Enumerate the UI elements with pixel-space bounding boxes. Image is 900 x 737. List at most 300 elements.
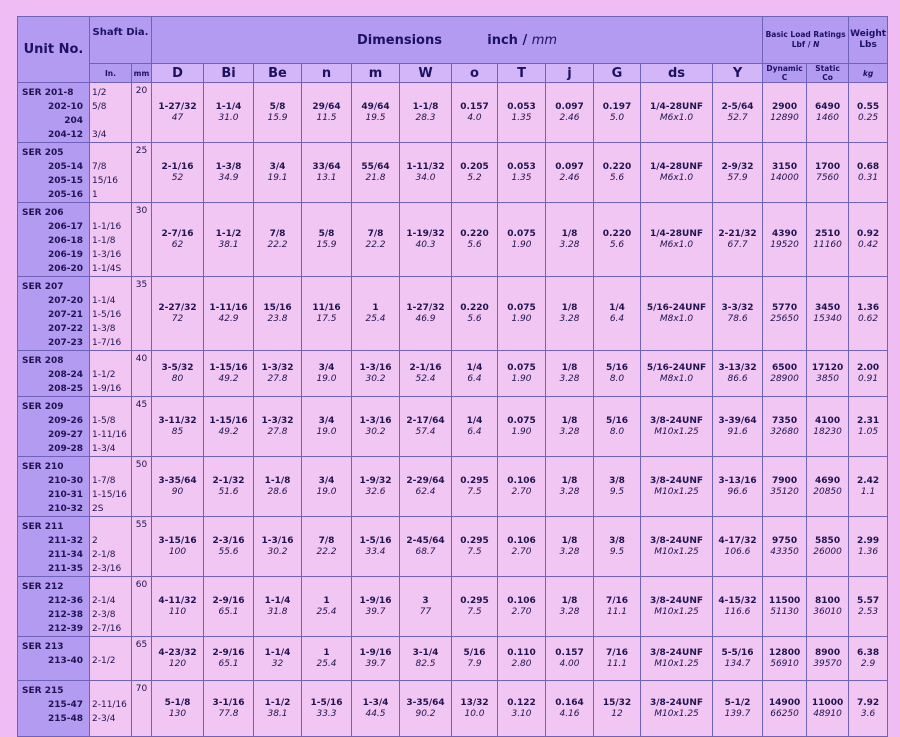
value-cell xyxy=(452,203,498,277)
value-cell xyxy=(713,277,763,351)
metric-value: 9.5 xyxy=(609,486,625,497)
table-row xyxy=(18,143,888,203)
value-cell xyxy=(807,203,849,277)
unit-no-header: Unit No. xyxy=(18,17,90,83)
inch-value: 1-19/32 xyxy=(406,228,445,239)
value-cell xyxy=(400,83,452,143)
value-cell xyxy=(594,397,641,457)
inch-value: 1-3/4 xyxy=(362,697,389,708)
value-cell xyxy=(204,457,254,517)
inch-value: 1-3/32 xyxy=(261,415,294,426)
inch-value: 2-45/64 xyxy=(406,535,445,546)
metric-value: 34.9 xyxy=(218,172,239,183)
value-cell xyxy=(594,681,641,737)
inch-value: 0.097 xyxy=(555,161,584,172)
metric-value: 1.05 xyxy=(858,426,879,437)
shaft-in-cell xyxy=(90,277,132,351)
metric-value: 25650 xyxy=(770,313,799,324)
shaft-in-value: 2-11/16 xyxy=(92,700,127,710)
inch-value: 3/4 xyxy=(318,362,335,373)
metric-value: 85 xyxy=(171,426,184,437)
inch-value: 4390 xyxy=(772,228,798,239)
value-cell xyxy=(204,397,254,457)
inch-value: 2-1/16 xyxy=(409,362,442,373)
value-cell xyxy=(546,277,594,351)
unit-no-cell xyxy=(18,577,90,637)
unit-number: 211-34 xyxy=(47,550,83,560)
col-header-g: G xyxy=(594,64,641,83)
metric-value: 100 xyxy=(168,546,187,557)
inch-value: 3-11/32 xyxy=(158,415,197,426)
value-cell xyxy=(546,351,594,397)
value-cell xyxy=(452,143,498,203)
unit-number: 213-40 xyxy=(47,656,83,666)
inch-value: 2-9/16 xyxy=(212,595,245,606)
metric-value: 7.5 xyxy=(467,486,482,497)
inch-value: 1/4 xyxy=(466,415,483,426)
inch-value: 1/8 xyxy=(561,595,578,606)
inch-value: 1/4-28UNF xyxy=(649,101,704,112)
metric-value: 3.28 xyxy=(559,373,580,384)
dynamic-header: Dynamic C xyxy=(763,64,807,83)
inch-value: 14900 xyxy=(768,697,801,708)
inch-value: 1-1/8 xyxy=(264,475,291,486)
unit-number: 212-38 xyxy=(47,610,83,620)
value-cell xyxy=(302,203,352,277)
inch-value: 1/8 xyxy=(561,415,578,426)
value-cell xyxy=(641,203,713,277)
metric-value: 134.7 xyxy=(724,658,751,669)
shaft-in-value xyxy=(92,520,131,534)
unit-number: 206-18 xyxy=(47,236,83,246)
metric-value: 8.0 xyxy=(609,373,625,384)
value-cell xyxy=(849,397,888,457)
bearing-dimensions-table xyxy=(17,16,888,737)
unit-number: 209-26 xyxy=(47,416,83,426)
metric-value: 19.5 xyxy=(365,112,386,123)
metric-value: 11.5 xyxy=(316,112,337,123)
value-cell xyxy=(641,351,713,397)
metric-value: 1.90 xyxy=(511,239,532,250)
value-cell xyxy=(302,517,352,577)
inch-value: 0.075 xyxy=(507,362,536,373)
blr-units-n: N xyxy=(813,40,820,49)
blr-title: Basic Load Ratings xyxy=(765,30,846,39)
value-cell xyxy=(204,83,254,143)
unit-number: 208-24 xyxy=(47,370,83,380)
inch-value: 4100 xyxy=(815,415,841,426)
inch-value: 5850 xyxy=(815,535,841,546)
metric-value: 1.35 xyxy=(511,112,532,123)
value-cell xyxy=(713,517,763,577)
metric-value: 51130 xyxy=(770,606,799,617)
dimension-table-container xyxy=(17,16,887,737)
value-cell xyxy=(849,351,888,397)
inch-value: 7/8 xyxy=(318,535,335,546)
metric-value: 19.0 xyxy=(316,373,337,384)
inch-value: 5-1/8 xyxy=(164,697,191,708)
inch-value: 3-35/64 xyxy=(406,697,445,708)
value-cell xyxy=(204,681,254,737)
metric-value: 23.8 xyxy=(267,313,288,324)
inch-value: 0.295 xyxy=(460,595,489,606)
inch-value: 0.220 xyxy=(602,228,632,239)
value-cell xyxy=(713,577,763,637)
metric-value: 28900 xyxy=(770,373,799,384)
metric-value: 38.1 xyxy=(218,239,239,250)
metric-value: 57.4 xyxy=(415,426,436,437)
metric-value: 139.7 xyxy=(724,708,751,719)
metric-value: 13.1 xyxy=(316,172,337,183)
value-cell xyxy=(204,577,254,637)
value-cell xyxy=(807,637,849,681)
shaft-in-value xyxy=(92,684,131,698)
shaft-in-value xyxy=(92,640,131,654)
inch-value: 1-1/2 xyxy=(264,697,291,708)
metric-value: 62 xyxy=(171,239,184,250)
value-cell xyxy=(254,517,302,577)
value-cell xyxy=(546,681,594,737)
value-cell xyxy=(498,397,546,457)
value-cell xyxy=(641,577,713,637)
inch-value: 2-3/16 xyxy=(212,535,245,546)
shaft-in-value: 2 xyxy=(92,536,98,546)
inch-value: 6500 xyxy=(772,362,798,373)
unit-no-cell xyxy=(18,351,90,397)
col-header-be: Be xyxy=(254,64,302,83)
value-cell xyxy=(452,397,498,457)
metric-value: 52.4 xyxy=(415,373,436,384)
inch-value: 0.097 xyxy=(555,101,584,112)
metric-value: M10x1.25 xyxy=(654,708,699,719)
value-cell xyxy=(302,637,352,681)
inch-value: 1/4-28UNF xyxy=(649,228,704,239)
inch-value: 0.053 xyxy=(507,161,536,172)
value-cell xyxy=(254,277,302,351)
value-cell xyxy=(849,83,888,143)
inch-value: 2-5/64 xyxy=(721,101,754,112)
metric-value: 0.42 xyxy=(858,239,879,250)
metric-value: 17.5 xyxy=(316,313,337,324)
shaft-in-value: 1-15/16 xyxy=(92,490,127,500)
metric-value: 32 xyxy=(271,658,284,669)
value-cell xyxy=(641,457,713,517)
inch-value: 1/8 xyxy=(561,535,578,546)
inch-value: 3/8-24UNF xyxy=(649,535,704,546)
inch-value: 1-1/4 xyxy=(264,595,291,606)
metric-value: 106.6 xyxy=(724,546,751,557)
col-header-j: j xyxy=(546,64,594,83)
shaft-in-value: 3/4 xyxy=(92,130,107,140)
inch-value: 5/16 xyxy=(605,415,629,426)
inch-value: 3/8-24UNF xyxy=(649,475,704,486)
inch-value: 0.106 xyxy=(507,475,536,486)
metric-value: 2.46 xyxy=(559,172,580,183)
shaft-in-cell xyxy=(90,203,132,277)
inch-value: 4690 xyxy=(815,475,841,486)
value-cell xyxy=(302,277,352,351)
inch-value: 0.92 xyxy=(856,228,880,239)
metric-value: M10x1.25 xyxy=(654,486,699,497)
value-cell xyxy=(204,277,254,351)
inch-value: 1-5/16 xyxy=(359,535,392,546)
shaft-in-value: 2S xyxy=(92,504,104,514)
metric-value: 65.1 xyxy=(218,606,239,617)
shaft-in-cell xyxy=(90,457,132,517)
unit-no-cell xyxy=(18,637,90,681)
inch-value: 3/4 xyxy=(318,415,335,426)
metric-value: 6.4 xyxy=(609,313,625,324)
metric-value: 15.9 xyxy=(267,112,288,123)
value-cell xyxy=(302,83,352,143)
value-cell xyxy=(849,457,888,517)
inch-value: 12800 xyxy=(768,647,801,658)
col-header-n: n xyxy=(302,64,352,83)
inch-value: 3 xyxy=(422,595,429,606)
unit-number: 206-17 xyxy=(47,222,83,232)
unit-number: SER 207 xyxy=(22,282,64,292)
dimensions-header xyxy=(152,17,763,64)
col-header-m: m xyxy=(352,64,400,83)
metric-value: 80 xyxy=(171,373,184,384)
value-cell xyxy=(254,143,302,203)
metric-value: 4.0 xyxy=(467,112,482,123)
shaft-in-value: 1-5/16 xyxy=(92,310,122,320)
value-cell xyxy=(204,203,254,277)
metric-value: 55.6 xyxy=(218,546,239,557)
col-header-bi: Bi xyxy=(204,64,254,83)
value-cell xyxy=(713,143,763,203)
inch-value: 4-11/32 xyxy=(158,595,197,606)
inch-value: 1-9/32 xyxy=(359,475,392,486)
metric-value: 3.10 xyxy=(511,708,532,719)
unit-number: 207-21 xyxy=(47,310,83,320)
metric-value: M10x1.25 xyxy=(654,606,699,617)
shaft-in-value: 1-1/8 xyxy=(92,236,116,246)
unit-number: 215-47 xyxy=(47,700,83,710)
value-cell xyxy=(204,517,254,577)
metric-value: 9.5 xyxy=(609,546,625,557)
metric-value: 49.2 xyxy=(218,373,239,384)
value-cell xyxy=(400,203,452,277)
col-header-o: o xyxy=(452,64,498,83)
shaft-in-header: In. xyxy=(90,64,132,83)
value-cell xyxy=(152,577,204,637)
value-cell xyxy=(452,457,498,517)
metric-value: 30.2 xyxy=(365,373,386,384)
dimensions-title: Dimensions xyxy=(357,32,442,48)
metric-value: 1.35 xyxy=(511,172,532,183)
value-cell xyxy=(807,517,849,577)
inch-value: 2510 xyxy=(815,228,841,239)
metric-value: 3.28 xyxy=(559,486,580,497)
metric-value: 22.2 xyxy=(365,239,386,250)
metric-value: 31.0 xyxy=(218,112,239,123)
value-cell xyxy=(452,351,498,397)
value-cell xyxy=(713,83,763,143)
value-cell xyxy=(807,277,849,351)
value-cell xyxy=(152,397,204,457)
value-cell xyxy=(498,457,546,517)
unit-no-cell xyxy=(18,457,90,517)
inch-value: 1/4 xyxy=(609,302,625,313)
metric-value: 130 xyxy=(168,708,187,719)
value-cell xyxy=(807,351,849,397)
value-cell xyxy=(546,457,594,517)
shaft-in-value: 15/16 xyxy=(92,176,118,186)
unit-number: 208-25 xyxy=(47,384,83,394)
value-cell xyxy=(763,277,807,351)
inch-value: 0.122 xyxy=(507,697,536,708)
metric-value: 1460 xyxy=(816,112,840,123)
unit-number: 207-23 xyxy=(47,338,83,348)
shaft-mm-cell: 25 xyxy=(132,143,152,203)
metric-value: 78.6 xyxy=(727,313,748,324)
value-cell xyxy=(849,277,888,351)
value-cell xyxy=(546,637,594,681)
metric-value: 28.6 xyxy=(267,486,288,497)
inch-value: 1-27/32 xyxy=(158,101,197,112)
inch-value: 8100 xyxy=(815,595,841,606)
inch-value: 0.164 xyxy=(555,697,584,708)
metric-value: 77 xyxy=(419,606,432,617)
inch-value: 0.110 xyxy=(507,647,536,658)
inch-value: 0.295 xyxy=(460,475,489,486)
value-cell xyxy=(254,351,302,397)
inch-value: 15/32 xyxy=(602,697,632,708)
inch-value: 0.053 xyxy=(507,101,536,112)
value-cell xyxy=(498,351,546,397)
metric-value: M10x1.25 xyxy=(654,658,699,669)
metric-value: 39570 xyxy=(813,658,842,669)
inch-value: 0.157 xyxy=(555,647,584,658)
unit-number: SER 211 xyxy=(22,522,64,532)
metric-value: 5.6 xyxy=(467,313,482,324)
inch-value: 0.220 xyxy=(602,161,632,172)
shaft-mm-cell: 20 xyxy=(132,83,152,143)
metric-value: 32.6 xyxy=(365,486,386,497)
inch-value: 55/64 xyxy=(361,161,390,172)
value-cell xyxy=(352,397,400,457)
value-cell xyxy=(302,143,352,203)
value-cell xyxy=(594,203,641,277)
inch-value: 2-27/32 xyxy=(158,302,197,313)
inch-value: 11/16 xyxy=(312,302,341,313)
metric-value: 66250 xyxy=(770,708,799,719)
metric-value: 30.2 xyxy=(267,546,288,557)
inch-value: 3-13/32 xyxy=(718,362,757,373)
unit-no-cell xyxy=(18,277,90,351)
inch-value: 17120 xyxy=(811,362,844,373)
metric-value: 26000 xyxy=(813,546,842,557)
metric-value: 2.53 xyxy=(858,606,879,617)
inch-value: 0.075 xyxy=(507,302,536,313)
inch-value: 5/16-24UNF xyxy=(646,302,707,313)
inch-value: 3-1/4 xyxy=(412,647,439,658)
value-cell xyxy=(594,143,641,203)
inch-value: 7.92 xyxy=(856,697,880,708)
metric-value: 25.4 xyxy=(316,606,337,617)
value-cell xyxy=(152,83,204,143)
unit-number: SER 208 xyxy=(22,356,64,366)
unit-no-cell xyxy=(18,83,90,143)
shaft-in-value: 1-1/2 xyxy=(92,370,116,380)
inch-value: 13/32 xyxy=(460,697,489,708)
shaft-in-value: 2-1/8 xyxy=(92,550,116,560)
metric-value: 77.8 xyxy=(218,708,239,719)
value-cell xyxy=(302,397,352,457)
unit-number: 211-35 xyxy=(47,564,83,574)
metric-value: 11.1 xyxy=(606,606,628,617)
shaft-mm-cell: 35 xyxy=(132,277,152,351)
metric-value: 52.7 xyxy=(727,112,748,123)
value-cell xyxy=(594,637,641,681)
shaft-in-value: 2-3/16 xyxy=(92,564,122,574)
unit-number: SER 215 xyxy=(22,686,64,696)
unit-number: 202-10 xyxy=(47,102,83,112)
inch-value: 3-13/16 xyxy=(718,475,757,486)
value-cell xyxy=(452,517,498,577)
value-cell xyxy=(641,277,713,351)
value-cell xyxy=(594,277,641,351)
value-cell xyxy=(302,351,352,397)
value-cell xyxy=(352,517,400,577)
inch-value: 1-3/32 xyxy=(261,362,294,373)
inch-value: 2900 xyxy=(772,101,798,112)
inch-value: 0.157 xyxy=(460,101,489,112)
unit-number: 215-48 xyxy=(47,714,83,724)
table-row xyxy=(18,577,888,637)
inch-value: 1-3/8 xyxy=(215,161,242,172)
value-cell xyxy=(594,577,641,637)
metric-value: 33.4 xyxy=(365,546,386,557)
unit-no-cell xyxy=(18,681,90,737)
metric-value: 5.2 xyxy=(467,172,482,183)
unit-number: 206-20 xyxy=(47,264,83,274)
inch-value: 0.55 xyxy=(856,101,880,112)
shaft-in-value: 1-9/16 xyxy=(92,384,122,394)
unit-number: 209-28 xyxy=(47,444,83,454)
metric-value: 57.9 xyxy=(727,172,748,183)
inch-value: 1/8 xyxy=(561,475,578,486)
value-cell xyxy=(152,203,204,277)
inch-value: 3-3/32 xyxy=(721,302,754,313)
value-cell xyxy=(498,517,546,577)
inch-value: 49/64 xyxy=(361,101,390,112)
inch-value: 1-1/4 xyxy=(215,101,242,112)
inch-value: 1-1/2 xyxy=(215,228,242,239)
shaft-in-value: 1-7/16 xyxy=(92,338,122,348)
value-cell xyxy=(452,637,498,681)
inch-value: 2-1/32 xyxy=(212,475,245,486)
shaft-in-value xyxy=(92,280,131,294)
value-cell xyxy=(594,351,641,397)
inch-value: 3/8-24UNF xyxy=(649,415,704,426)
inch-value: 1 xyxy=(323,595,330,606)
metric-value: 90.2 xyxy=(415,708,436,719)
shaft-mm-cell: 55 xyxy=(132,517,152,577)
value-cell xyxy=(152,351,204,397)
metric-value: 7560 xyxy=(816,172,840,183)
inch-value: 1700 xyxy=(815,161,841,172)
shaft-in-value xyxy=(92,114,131,128)
metric-value: 72 xyxy=(171,313,184,324)
metric-value: 19.0 xyxy=(316,486,337,497)
unit-no-cell xyxy=(18,397,90,457)
inch-value: 4-15/32 xyxy=(718,595,757,606)
metric-value: 1.90 xyxy=(511,373,532,384)
metric-value: 2.70 xyxy=(511,486,532,497)
